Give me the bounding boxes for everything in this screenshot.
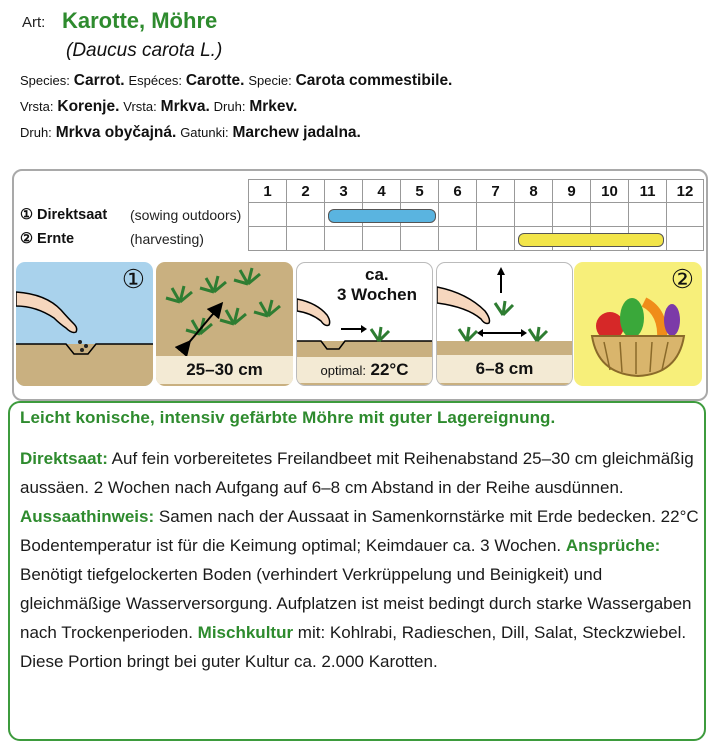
- grid-cell: [324, 227, 362, 251]
- calendar-row-harvest: [20, 227, 698, 251]
- panel-sowing: [16, 262, 153, 386]
- grid-cell: [438, 227, 476, 251]
- heading-direktsaat: Direktsaat:: [20, 449, 108, 468]
- description-body: Direktsaat: Auf fein vorbereitetes Freilandbeet mit Reihenabstand 25–30 cm gleichmäßig aussäen. 2 Wochen nach Aufgang auf 6–8 cm Abstand in der Reihe ausdünnen. Aussaathinweis: Samen nach der Aussaat in Samenkornstärke mit Erde bedecken. 22°C Bodentemperatur ist für die Keimung optimal; Keimdauer ca. 3 Wochen. Ansprüche: Benötigt tiefgelockerten Boden (verhindert Verkrüppelung und Beinigkeit) und gleichmäßige Wasserversorgung. Aufplatzen ist meist bedingt durch starke Wassergaben nach Trockenperioden. Mischkultur mit: Kohlrabi, Radieschen, Dill, Salat, Steckzwiebel. Diese Portion bringt bei guter Kultur ca. 2.000 Karotten.: [20, 449, 699, 671]
- grid-cell: [286, 203, 324, 227]
- heading-aussaathinweis: Aussaathinweis:: [20, 507, 155, 526]
- month-1: 1: [248, 179, 286, 203]
- calendar-row-sowing: [20, 203, 698, 227]
- panel-germination: [296, 262, 433, 386]
- thinning-caption: 6–8 cm: [437, 355, 572, 383]
- plant-name: Karotte, Möhre: [62, 8, 218, 33]
- translation-line-1: Species: Carrot. Espéces: Carotte. Specie: Carota commestibile.: [20, 72, 453, 89]
- grid-cell: [590, 203, 628, 227]
- description-lead: Leicht konische, intensiv gefärbte Möhre mit guter Lagereignung.: [20, 408, 556, 427]
- month-8: 8: [514, 179, 552, 203]
- grid-cell: [362, 227, 400, 251]
- heading-ansprueche: Ansprüche:: [565, 536, 661, 555]
- step-badge-2: ②: [670, 264, 694, 294]
- month-7: 7: [476, 179, 514, 203]
- grid-cell: [438, 203, 476, 227]
- row-label-harvest: ② Ernte: [20, 231, 75, 247]
- translation-line-2: Vrsta: Korenje. Vrsta: Mrkva. Druh: Mrkev.: [20, 98, 298, 115]
- grid-cell: [286, 227, 324, 251]
- heading-mischkultur: Mischkultur: [197, 623, 294, 642]
- step-badge-1: ①: [121, 264, 145, 294]
- grid-cell: [400, 227, 438, 251]
- month-5: 5: [400, 179, 438, 203]
- grid-cell: [666, 203, 704, 227]
- month-11: 11: [628, 179, 666, 203]
- optimal-temp-caption: optimal: 22°C: [297, 357, 432, 383]
- grid-cell: [628, 203, 666, 227]
- row-note-sowing: (sowing outdoors): [130, 207, 242, 223]
- grid-cell: [514, 203, 552, 227]
- sowing-period-bar: [328, 209, 436, 223]
- row-label-sowing: ① Direktsaat: [20, 207, 108, 223]
- month-10: 10: [590, 179, 628, 203]
- germination-weeks: 3 Wochen: [337, 285, 417, 304]
- grid-cell: [666, 227, 704, 251]
- month-4: 4: [362, 179, 400, 203]
- grid-cell: [476, 227, 514, 251]
- harvest-period-bar: [518, 233, 664, 247]
- row-note-harvest: (harvesting): [130, 231, 204, 247]
- grid-cell: [248, 203, 286, 227]
- month-header: [248, 179, 704, 203]
- grid-cell: [552, 203, 590, 227]
- panel-row-spacing: [156, 262, 293, 386]
- panel-harvest: [574, 262, 702, 386]
- panel-thinning: [436, 262, 573, 386]
- germination-ca: ca.: [365, 265, 389, 284]
- month-3: 3: [324, 179, 362, 203]
- grid-cell: [476, 203, 514, 227]
- month-6: 6: [438, 179, 476, 203]
- grid-cell: [248, 227, 286, 251]
- month-12: 12: [666, 179, 704, 203]
- row-spacing-caption: 25–30 cm: [156, 356, 293, 384]
- month-2: 2: [286, 179, 324, 203]
- translation-line-3: Druh: Mrkva obyčajná. Gatunki: Marchew jadalna.: [20, 124, 361, 141]
- latin-name: (Daucus carota L.): [66, 40, 223, 61]
- month-9: 9: [552, 179, 590, 203]
- row-grid-sowing: [248, 203, 704, 227]
- art-label: Art:: [22, 14, 46, 31]
